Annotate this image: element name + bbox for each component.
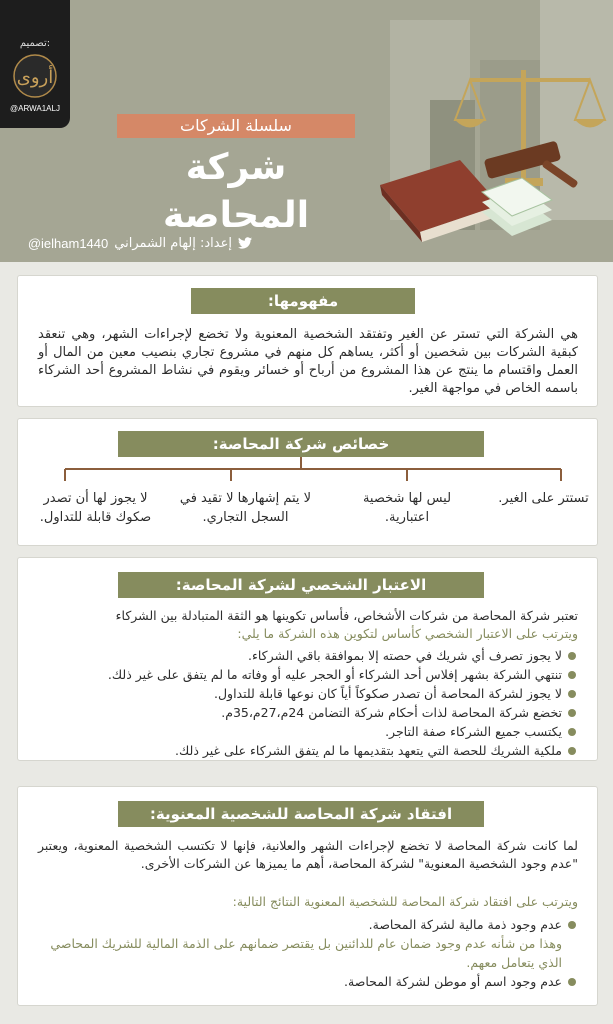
legal-lead: ويترتب على افتقاد شركة المحاصة للشخصية المعنوية النتائج التالية: xyxy=(232,894,578,909)
list-item: تخضع شركة المحاصة لذات أحكام شركة التضامن 24م،27م،35م. xyxy=(38,703,578,722)
list-item: عدم وجود اسم أو موطن لشركة المحاصة. xyxy=(38,972,578,991)
design-label: تصميم: xyxy=(19,38,51,49)
legal-bullets xyxy=(38,915,578,991)
trait-item: لا يتم إشهارها لا تقيد في السجل التجاري. xyxy=(179,491,312,525)
svg-text:أروى: أروى xyxy=(16,67,54,88)
author-handle[interactable]: @ielham1440 xyxy=(27,235,109,251)
list-item-note: وهذا من شأنه عدم وجود ضمان عام للدائنين بل يقتصر ضمانهم على الذمة المالية للشريك المحاصي الذي يتعامل معهم. xyxy=(50,936,562,970)
concept-heading: مفهومها: xyxy=(191,288,415,314)
list-item: لا يجوز تصرف أي شريك في حصته إلا بموافقة باقي الشركاء. xyxy=(38,646,578,665)
personal-bullets xyxy=(38,646,578,760)
legal-heading: افتقاد شركة المحاصة للشخصية المعنوية: xyxy=(118,801,484,827)
list-item: عدم وجود ذمة مالية لشركة المحاصة. xyxy=(38,915,578,934)
list-item: ملكية الشريك للحصة التي يتعهد بتقديمها ما لم يتفق الشركاء على غير ذلك. xyxy=(38,741,578,760)
list-item: لا يجوز لشركة المحاصة أن تصدر صكوكاً أياً كان نوعها قابلة للتداول. xyxy=(38,684,578,703)
prepared-by: إعداد: إلهام الشمراني xyxy=(114,235,232,251)
trait-item: ليس لها شخصية اعتبارية. xyxy=(362,491,452,525)
arwa-logo-icon xyxy=(13,54,57,98)
characteristics-section xyxy=(17,418,598,546)
header-banner xyxy=(0,0,613,262)
trait-item: تستتر على الغير. xyxy=(498,491,589,506)
page-title: شركة المحاصة xyxy=(162,147,310,236)
concept-section xyxy=(17,275,598,407)
personal-intro: تعتبر شركة المحاصة من شركات الأشخاص، فأساس تكوينها هو الثقة المتبادلة بين الشركاء xyxy=(115,608,578,623)
trait-item: لا يجوز لها أن تصدر صكوك قابلة للتداول. xyxy=(39,491,152,525)
characteristics-heading: خصائص شركة المحاصة: xyxy=(118,431,484,457)
concept-text: هي الشركة التي تستر عن الغير وتفتقد الشخصية المعنوية ولا تخضع لإجراءات الشهر، وهي تنعقد كبقية الشركات بين شخصين أو أكثر، يساهم كل منهم في مشروع تجاري بنصيب معين من المال أو العمل واقتسام ما ينتج عن هذا المشروع من أرباح أو خسائر ويقوم في نشاط المشروع أحد الشركاء باسمه الخاص في مواجهة الغير. xyxy=(38,327,578,396)
personal-section xyxy=(17,557,598,761)
personal-heading: الاعتبار الشخصي لشركة المحاصة: xyxy=(118,572,484,598)
personal-lead: ويترتب على الاعتبار الشخصي كأساس لتكوين هذه الشركة ما يلي: xyxy=(237,626,578,641)
author-credit xyxy=(22,233,252,253)
designer-logo-tab xyxy=(0,0,70,128)
legal-personality-section xyxy=(17,786,598,1006)
designer-handle[interactable]: @ARWA1ALJ xyxy=(10,104,60,113)
list-item: يكتسب جميع الشركاء صفة التاجر. xyxy=(38,722,578,741)
legal-intro: لما كانت شركة المحاصة لا تخضع لإجراءات الشهر والعلانية، فإنها لا تكتسب الشخصية المعنوية، ويعتبر "عدم وجود الشخصية المعنوية" لشركة المحاصة، أهم ما يميزها عن الشركات الأخرى. xyxy=(38,838,578,871)
series-label: سلسلة الشركات xyxy=(117,114,355,138)
list-item: تنتهي الشركة بشهر إفلاس أحد الشركاء أو الحجر عليه أو وفاته ما لم يتفق على غير ذلك. xyxy=(38,665,578,684)
twitter-icon xyxy=(238,237,252,249)
